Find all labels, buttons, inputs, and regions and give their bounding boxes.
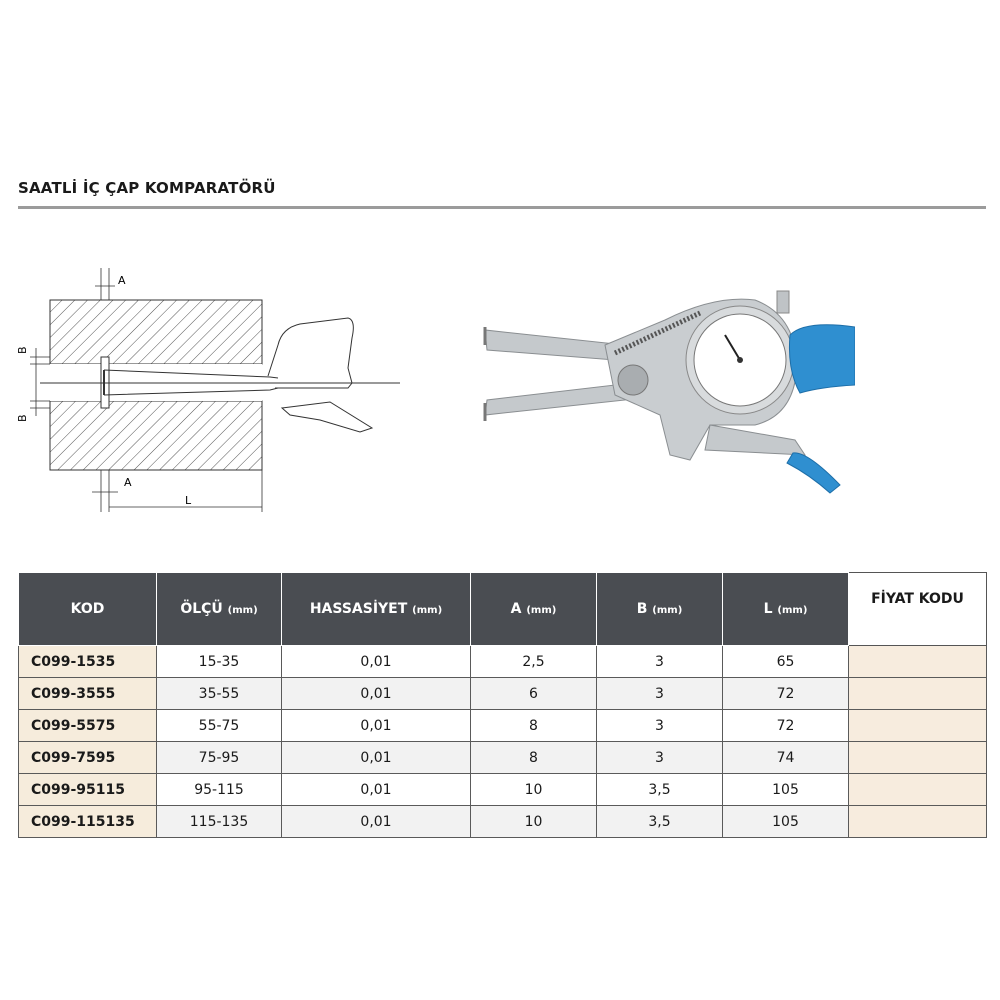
cell-kod: C099-3555 bbox=[19, 678, 157, 710]
cell-olcu: 15-35 bbox=[157, 646, 282, 678]
cell-a: 10 bbox=[471, 806, 597, 838]
cell-hassasiyet: 0,01 bbox=[282, 646, 471, 678]
cell-a: 10 bbox=[471, 774, 597, 806]
cell-fiyat-kodu bbox=[849, 774, 987, 806]
cell-l: 72 bbox=[723, 678, 849, 710]
header-olcu: ÖLÇÜ (mm) bbox=[157, 573, 282, 646]
title-divider bbox=[18, 206, 986, 209]
cell-b: 3 bbox=[597, 742, 723, 774]
dimension-diagram bbox=[0, 260, 420, 530]
table-row bbox=[19, 742, 987, 774]
table-row bbox=[19, 678, 987, 710]
cell-b: 3,5 bbox=[597, 806, 723, 838]
cell-kod: C099-95115 bbox=[19, 774, 157, 806]
cell-fiyat-kodu bbox=[849, 742, 987, 774]
cell-olcu: 35-55 bbox=[157, 678, 282, 710]
header-b: B (mm) bbox=[597, 573, 723, 646]
cell-hassasiyet: 0,01 bbox=[282, 774, 471, 806]
cell-olcu: 115-135 bbox=[157, 806, 282, 838]
cell-b: 3,5 bbox=[597, 774, 723, 806]
cell-fiyat-kodu bbox=[849, 678, 987, 710]
cell-a: 2,5 bbox=[471, 646, 597, 678]
cell-olcu: 55-75 bbox=[157, 710, 282, 742]
dim-label-b-top: B bbox=[16, 346, 29, 354]
cell-olcu: 75-95 bbox=[157, 742, 282, 774]
cell-fiyat-kodu bbox=[849, 806, 987, 838]
table-header-row bbox=[19, 573, 987, 646]
cell-hassasiyet: 0,01 bbox=[282, 742, 471, 774]
table-row bbox=[19, 806, 987, 838]
dim-label-a-top: A bbox=[118, 274, 126, 287]
page-title: SAATLİ İÇ ÇAP KOMPARATÖRÜ bbox=[18, 179, 276, 197]
cell-hassasiyet: 0,01 bbox=[282, 710, 471, 742]
table-row bbox=[19, 774, 987, 806]
cell-hassasiyet: 0,01 bbox=[282, 806, 471, 838]
table-row bbox=[19, 710, 987, 742]
cell-b: 3 bbox=[597, 710, 723, 742]
dim-label-b-bottom: B bbox=[16, 414, 29, 422]
workpiece-top bbox=[50, 300, 262, 364]
workpiece-bottom bbox=[50, 401, 262, 470]
cell-l: 72 bbox=[723, 710, 849, 742]
dim-label-l: L bbox=[185, 494, 192, 507]
header-fiyat-kodu: FİYAT KODU bbox=[849, 573, 987, 646]
cell-l: 74 bbox=[723, 742, 849, 774]
header-a: A (mm) bbox=[471, 573, 597, 646]
dim-label-a-bottom: A bbox=[124, 476, 132, 489]
cell-a: 6 bbox=[471, 678, 597, 710]
cell-l: 65 bbox=[723, 646, 849, 678]
header-kod: KOD bbox=[19, 573, 157, 646]
header-l: L (mm) bbox=[723, 573, 849, 646]
header-hassasiyet: HASSASİYET (mm) bbox=[282, 573, 471, 646]
cell-olcu: 95-115 bbox=[157, 774, 282, 806]
cell-fiyat-kodu bbox=[849, 710, 987, 742]
dial-caliper-gauge-icon bbox=[475, 275, 855, 505]
cell-kod: C099-1535 bbox=[19, 646, 157, 678]
cell-b: 3 bbox=[597, 678, 723, 710]
spec-table bbox=[18, 572, 987, 838]
cell-b: 3 bbox=[597, 646, 723, 678]
cell-fiyat-kodu bbox=[849, 646, 987, 678]
cell-kod: C099-115135 bbox=[19, 806, 157, 838]
cell-hassasiyet: 0,01 bbox=[282, 678, 471, 710]
table-row bbox=[19, 646, 987, 678]
cell-kod: C099-7595 bbox=[19, 742, 157, 774]
cell-kod: C099-5575 bbox=[19, 710, 157, 742]
cell-a: 8 bbox=[471, 710, 597, 742]
cell-a: 8 bbox=[471, 742, 597, 774]
cell-l: 105 bbox=[723, 806, 849, 838]
cell-l: 105 bbox=[723, 774, 849, 806]
